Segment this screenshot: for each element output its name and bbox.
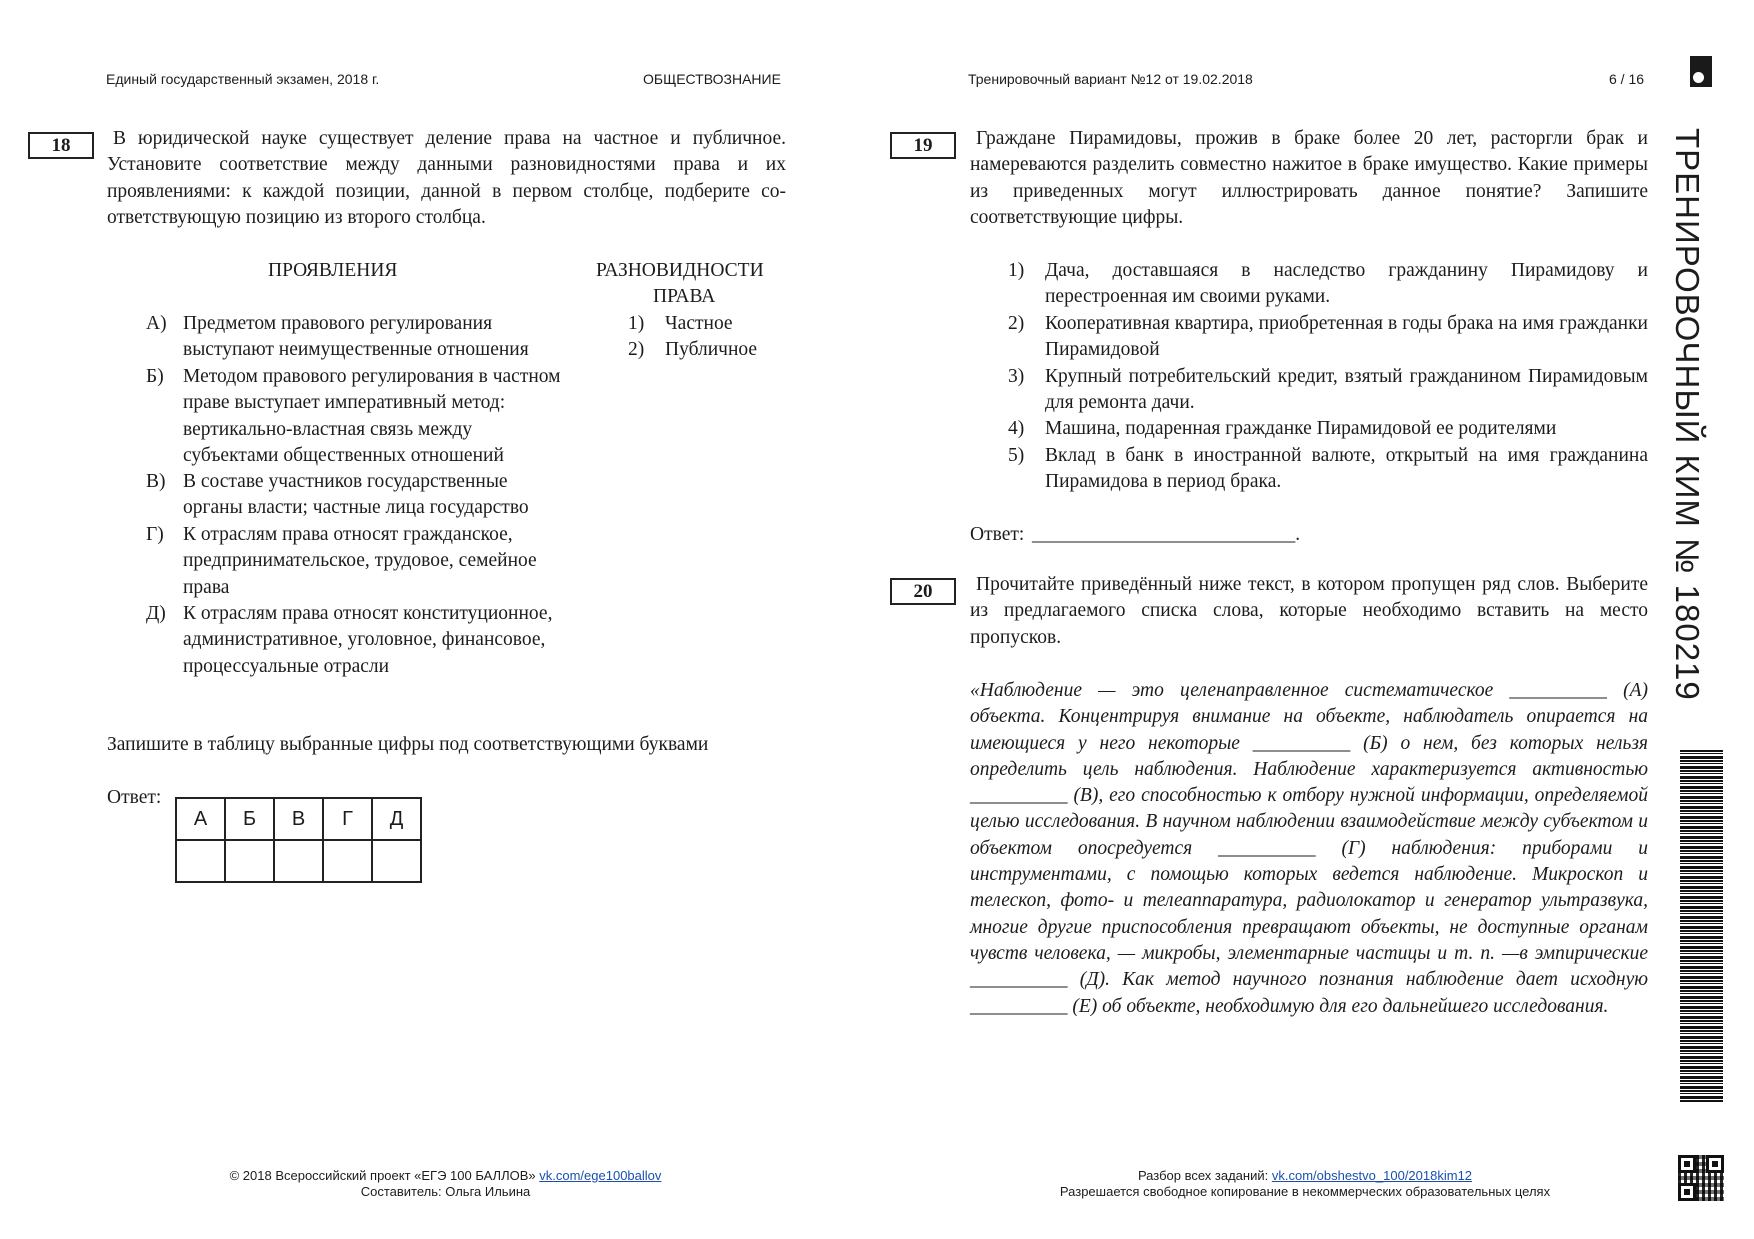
q18-answer-table: [175, 797, 422, 883]
q18-item-g-label: Г): [146, 524, 164, 545]
q18-type-1-text: Частное: [665, 313, 733, 334]
footer-author: Составитель: Ольга Ильина: [360, 1184, 531, 1199]
footer-right: [1010, 1168, 1600, 1200]
q19-item-2-text: Кооперативная квартира, приобретенная в годы брака на имя гражданки Пирамидовой: [1045, 313, 1648, 361]
q18-type-2-label: 2): [628, 339, 645, 360]
footer-analysis-line: [1010, 1168, 1600, 1184]
side-title: ТРЕНИРОВОЧНЫЙ КИМ № 180219: [1669, 128, 1706, 701]
q18-answer-label: Ответ:: [107, 787, 162, 808]
q19-item-4-label: 4): [1008, 418, 1025, 439]
q18-answer-cell-a[interactable]: [176, 840, 225, 882]
header-exam-title: Единый государственный экзамен, 2018 г.: [106, 71, 380, 87]
qr-code-icon: [1678, 1155, 1724, 1201]
footer-left-link[interactable]: vk.com/ege100ballov: [539, 1168, 662, 1183]
header-variant: Тренировочный вариант №12 от 19.02.2018: [968, 71, 1253, 87]
question-20-number: 20: [890, 578, 956, 605]
q19-item-1-label: 1): [1008, 260, 1025, 281]
q18-col2-header: РАЗНОВИДНОСТИ: [596, 260, 764, 281]
q18-table-header-d: Д: [372, 798, 421, 840]
q18-answer-cell-g[interactable]: [323, 840, 372, 882]
footer-copyright-line: [183, 1168, 708, 1184]
q19-item-1-text: Дача, доставшаяся в наследство гражданину Пирамидову и перестроенная им своими руками.: [1045, 260, 1648, 308]
q18-instruction: Запишите в таблицу выбранные цифры под соответствующими буквами: [107, 734, 709, 755]
header-subject: ОБЩЕСТВОЗНАНИЕ: [643, 71, 781, 87]
q19-item-4-text: Машина, подаренная гражданке Пирамидовой ее родителями: [1045, 418, 1557, 439]
q19-item-3-text: Крупный потребительский кредит, взятый гражданином Пирамидовым для ремонта дачи.: [1045, 366, 1648, 414]
q18-item-a-text: Предметом правового регулирования выступают неимущественные отношения: [183, 313, 529, 361]
q18-col1-header: ПРОЯВЛЕНИЯ: [268, 260, 398, 281]
footer-copyright: © 2018 Всероссийский проект «ЕГЭ 100 БАЛЛОВ»: [229, 1168, 536, 1183]
footer-analysis-label: Разбор всех заданий:: [1137, 1168, 1269, 1183]
q18-item-v-label: В): [146, 471, 166, 492]
q18-type-1-label: 1): [628, 313, 645, 334]
q18-item-d-label: Д): [146, 603, 166, 624]
footer-right-link[interactable]: vk.com/obshestvo_100/2018kim12: [1271, 1168, 1473, 1183]
q18-table-header-v: В: [274, 798, 323, 840]
barcode-icon: [1680, 750, 1723, 1102]
q18-item-g-text: К отраслям права относят гражданское, предпринимательское, трудовое, семейное права: [183, 524, 537, 598]
q18-col2-header-line2: ПРАВА: [653, 286, 716, 307]
q20-passage: «Наблюдение — это целенаправленное систематическое __________ (А) объекта. Концентрируя внимание на объекте, наблюдатель опирается на имеющиеся у него некоторые __________ (Б) о нем, без которых нельзя определить цель наблюдения. Наблюдение характеризуется активностью __________ (В), его способностью к отбору нужной информации, определяемой целью исследования. В научном наблюдении взаимодействие между субъектом и объектом опосредуется __________ (Г) наблюдения: приборами и инструментами, с помощью которых ведется наблюдение. Микроскоп и телескоп, фото- и телеаппаратура, радиолокатор и генератор ультразвука, многие другие приспособления превращают объекты, не доступные органам чувств человека, — микробы, элементарные частицы и т. п. —в эмпирические __________ (Д). Как метод научного познания наблюдение дает исходную __________ (Е) об объекте, необходимую для его дальнейшего исследования.: [970, 680, 1648, 1017]
q18-table-header-g: Г: [323, 798, 372, 840]
question-18-intro: В юридической науке существует деление права на частное и публичное. Установите соответствие между данными разновидностями права и их проявлениями: к каждой позиции, данной в первом столбце, подберите со-ответствующую позицию из второго столбца.: [107, 128, 786, 228]
q19-answer-field[interactable]: ___________________________.: [1032, 524, 1301, 545]
corner-marker-icon: [1690, 56, 1712, 87]
q18-table-header-a: А: [176, 798, 225, 840]
q19-answer-label: Ответ:: [970, 524, 1025, 545]
q19-item-3-label: 3): [1008, 366, 1025, 387]
footer-left: [183, 1168, 708, 1200]
question-19-intro: Граждане Пирамидовы, прожив в браке более 20 лет, расторгли брак и намереваются разделить совместно нажитое в браке имущество. Какие примеры из приведенных могут иллюстрировать данное понятие? Запишите соответствующие цифры.: [970, 128, 1648, 228]
header-page-number: 6 / 16: [1609, 71, 1645, 87]
q18-answer-cell-d[interactable]: [372, 840, 421, 882]
footer-copy-note: Разрешается свободное копирование в некоммерческих образовательных целях: [1059, 1184, 1551, 1199]
q18-item-b-label: Б): [146, 366, 164, 387]
q18-item-a-label: А): [146, 313, 167, 334]
q18-table-header-b: Б: [225, 798, 274, 840]
question-20-intro: Прочитайте приведённый ниже текст, в котором пропущен ряд слов. Выберите из предлагаемого списка слова, которые необходимо вставить на место пропусков.: [970, 574, 1648, 648]
q18-type-2-text: Публичное: [665, 339, 758, 360]
q18-item-v-text: В составе участников государственные органы власти; частные лица государство: [183, 471, 529, 519]
q19-item-5-text: Вклад в банк в иностранной валюте, открытый на имя гражданина Пирамидова в период брака.: [1045, 445, 1648, 493]
q19-item-5-label: 5): [1008, 445, 1025, 466]
q18-answer-cell-v[interactable]: [274, 840, 323, 882]
question-19-number: 19: [890, 132, 956, 159]
q18-item-b-text: Методом правового регулирования в частном праве выступает императивный метод: вертикально-властная связь между субъектами общественных отношений: [183, 366, 561, 466]
q19-item-2-label: 2): [1008, 313, 1025, 334]
q18-answer-cell-b[interactable]: [225, 840, 274, 882]
question-18-number: 18: [28, 132, 94, 159]
q18-item-d-text: К отраслям права относят конституционное, административное, уголовное, финансовое, процессуальные отрасли: [183, 603, 553, 677]
